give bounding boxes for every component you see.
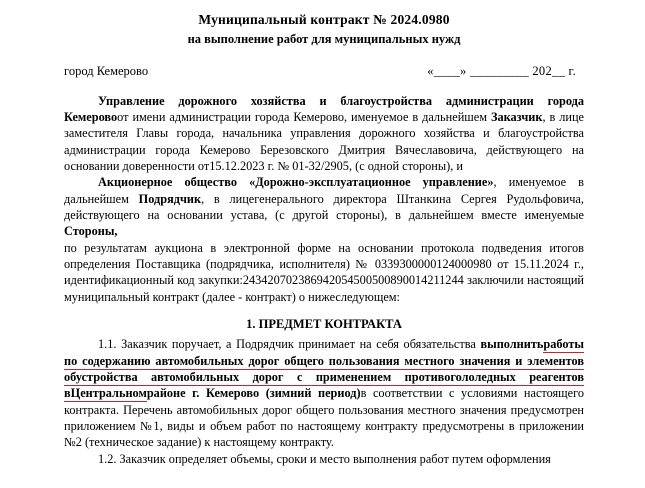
parties-word: Стороны, [64, 224, 118, 239]
paragraph-1-2 [64, 451, 584, 467]
customer-text-1: от имени администрации города Кемерово, именуемое в дальнейшем [117, 110, 491, 125]
clause-1-1-text-1: 1.1. Заказчик поручает, а Подрядчик принимает на себя обязательства [98, 337, 481, 352]
contractor-text-2: , в лице [201, 191, 255, 206]
customer-role: Заказчик [490, 110, 543, 125]
paragraph-party-customer [64, 93, 584, 175]
customer-text-2: , в лице заместителя Главы города, начальника управления дорожного хозяйства и благоустройства администрации города Кемерово Березовского Дмитрия Вячеславовича, действующего на основании доверенности от [64, 110, 584, 174]
contractor-org-name: Акционерное общество «Дорожно-эксплуатационное управление» [98, 175, 494, 190]
contractor-role: Подрядчик [138, 191, 202, 206]
clause-1-1-highlighted-scope: работы по содержанию автомобильных дорог общего пользования местного значения и элементов обустройства автомобильных дорог с применением противогололедных реагентов в [64, 337, 584, 401]
city-date-row [64, 64, 584, 79]
contractor-text-1: , именуемое в дальнейшем [64, 175, 584, 206]
document-title [64, 10, 584, 48]
paragraph-party-contractor [64, 174, 584, 239]
paragraph-1-1 [64, 336, 584, 450]
clause-1-2-text: 1.2. Заказчик определяет объемы, сроки и место выполнения работ путем оформления [98, 451, 551, 466]
title-line-1: Муниципальный контракт № 2024.0980 [198, 12, 450, 27]
clause-1-1-city-period: г. Кемерово (зимний период) [185, 386, 361, 401]
customer-org-name: Управление дорожного хозяйства и благоустройства администрации города Кемерово [64, 93, 584, 125]
contract-body [64, 10, 584, 467]
section-1-heading: 1. ПРЕДМЕТ КОНТРАКТА [246, 317, 402, 332]
date-placeholder: «____» _________ 202__ г. [427, 63, 576, 78]
city-label: город Кемерово [64, 63, 149, 78]
clause-1-1-district: Центральном [70, 386, 147, 401]
customer-text-3: 15.12.2023 г. № 01-32/2905, (с одной стороны), и [209, 159, 463, 174]
paragraph-auction-results [64, 240, 584, 305]
clause-1-1-perform: выполнить [480, 337, 544, 352]
clause-1-1-district-word: районе [146, 386, 186, 401]
auction-text-1: по результатам аукциона в электронной форме на основании протокола подведения итогов определения Поставщика (подрядчика, исполнителя) № 0339300000124000980 от 15.11.2024 г., идентификационный код закупки: [64, 240, 584, 288]
clause-1-1-text-2: в соответствии с условиями настоящего контракта. Перечень автомобильных дорог общего пользования местного значения предусмотрен приложением №1, виды и объем работ по настоящему контракту предусмотрены в приложении №2 (техническое задание) к настоящему контракту. [64, 386, 584, 450]
title-line-2: на выполнение работ для муниципальных нужд [187, 31, 461, 46]
contractor-text-3: генерального директора Штанкина Сергея Рудольфовича, действующего на основании устава, (с другой стороны), в дальнейшем вместе именуемые [64, 191, 584, 223]
auction-text-2: 243420702386942054500500890014211244 заключили настоящий муниципальный контракт (далее - контракт) о нижеследующем: [64, 273, 584, 304]
